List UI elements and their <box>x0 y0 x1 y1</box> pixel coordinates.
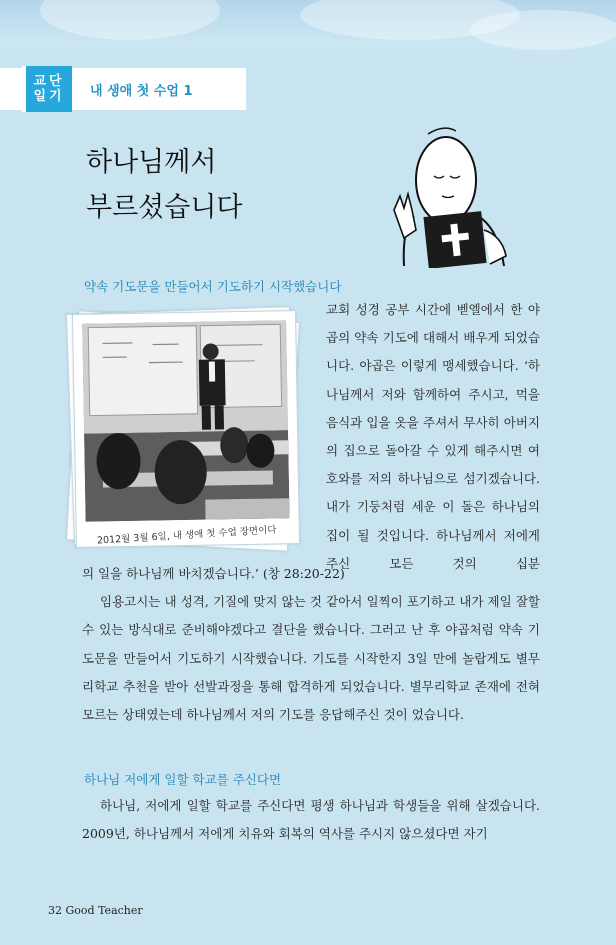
section-heading-2: 하나님 저에게 일할 학교를 주신다면 <box>84 772 282 787</box>
section-title: 내 생애 첫 수업 1 <box>90 84 193 99</box>
page-number: 32 <box>48 904 62 917</box>
sky-banner <box>0 0 616 70</box>
magazine-name: Good Teacher <box>65 904 143 917</box>
side-paragraph-text: 교회 성경 공부 시간에 벧엘에서 한 야곱의 약속 기도에 대해서 배우게 되었습니다. 야곱은 이렇게 맹세했습니다. ‘하나님께서 저와 함께하여 주시고, 먹을 음식과 입을 옷을 주셔서 무사히 아버지의 집으로 돌아갈 수 있게 해주시면 여호와를 저의 하나님으로 섬기겠습니다. 내가 기둥처럼 세운 이 돌은 하나님의 집이 될 것입니다. 하나님께서 저에게 주신 모든 것의 십분 <box>326 302 540 571</box>
title-line-2: 부르셨습니다 <box>86 192 243 223</box>
page-footer <box>48 904 143 917</box>
body-section-1 <box>82 560 540 729</box>
section-heading-1: 약속 기도문을 만들어서 기도하기 시작했습니다 <box>84 279 342 294</box>
photo-caption: 2012월 3월 6일, 내 생애 첫 수업 장면이다 <box>96 524 277 547</box>
body-section-2 <box>82 792 540 848</box>
continuation-text: 의 일을 하나님께 바치겠습니다.’ (창 28:20-22) <box>82 566 345 581</box>
body-paragraph-2: 하나님, 저에게 일할 학교를 주신다면 평생 하나님과 학생들을 위해 살겠습니다. 2009년, 하나님께서 저에게 치유와 회복의 역사를 주시지 않으셨다면 자기 <box>82 798 540 842</box>
photo-stack <box>66 306 302 556</box>
page-title <box>86 140 346 230</box>
section-badge: 교단 일기 <box>22 66 72 112</box>
title-line-1: 하나님께서 <box>86 147 217 178</box>
praying-man-with-bible-icon <box>386 118 526 268</box>
classroom-photo <box>82 320 289 522</box>
body-paragraph-1: 임용고시는 내 성격, 기질에 맞지 않는 것 같아서 일찍이 포기하고 내가 제일 잘할 수 있는 방식대로 준비해야겠다고 결단을 했습니다. 그러고 난 후 야곱처럼 약속 기도문을 만들어서 기도하기 시작했습니다. 기도를 시작한지 3일 만에 놀랍게도 별무리학교 추천을 받아 선발과정을 통해 합격하게 되었습니다. 별무리학교 존재에 전혀 모르는 상태였는데 하나님께서 저의 기도를 응답해주신 것이 었습니다. <box>82 594 540 723</box>
side-paragraph <box>326 296 540 578</box>
